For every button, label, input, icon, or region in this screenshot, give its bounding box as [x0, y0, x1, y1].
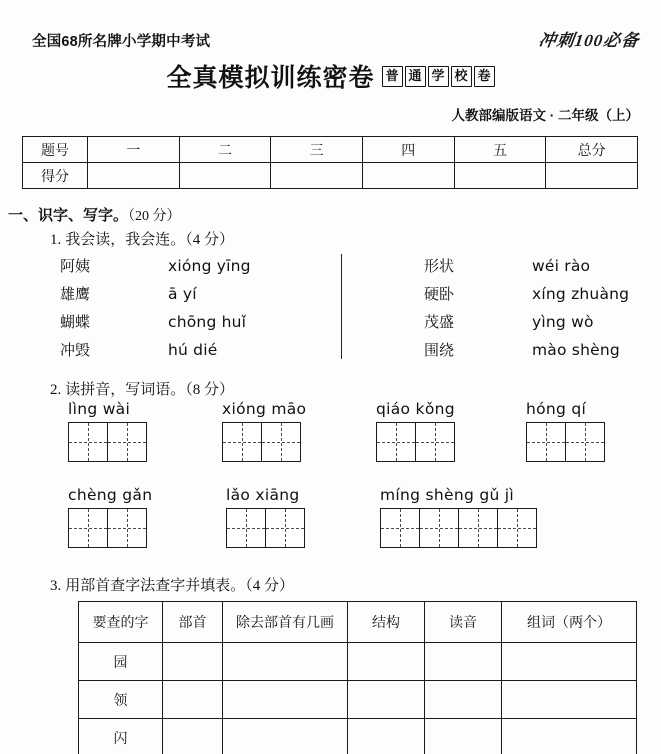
score-blank-3[interactable] [271, 163, 363, 189]
tianzige-cell[interactable] [107, 422, 147, 462]
lookup-char-3: 闪 [79, 719, 163, 754]
score-blank-1[interactable] [88, 163, 180, 189]
score-table-row-header [23, 137, 638, 163]
tianzige-cell[interactable] [380, 508, 420, 548]
title-row [0, 58, 661, 94]
question-3-number: 3. [50, 578, 62, 594]
tianzige-cell[interactable] [261, 422, 301, 462]
lookup-header-structure: 结构 [348, 602, 425, 643]
matching-pair-right-4[interactable] [424, 336, 629, 364]
score-col-4: 四 [362, 137, 454, 163]
tianzige-cell[interactable] [565, 422, 605, 462]
boxed-char-2: 通 [405, 66, 426, 87]
lookup-blank-structure-1[interactable] [348, 643, 425, 681]
pinyin-label-7: míng shèng gǔ jì [380, 486, 515, 504]
match-word-left-3[interactable]: 蝴蝶 [60, 315, 91, 331]
pinyin-label-1: lìng wài [68, 400, 131, 418]
tianzige-cell[interactable] [226, 508, 266, 548]
lookup-header-radical: 部首 [163, 602, 223, 643]
tianzige-boxes-3[interactable] [376, 422, 455, 462]
pinyin-label-5: chèng gǎn [68, 486, 153, 504]
tianzige-boxes-5[interactable] [68, 508, 152, 548]
score-table [22, 136, 638, 189]
section-1-heading [8, 204, 181, 225]
matching-pair-right-2[interactable] [424, 280, 629, 308]
question-2-heading [50, 378, 234, 399]
table-row [79, 681, 637, 719]
lookup-header-row [79, 602, 637, 643]
lookup-header-pronunciation: 读音 [425, 602, 502, 643]
tianzige-cell[interactable] [526, 422, 566, 462]
score-row-label-score: 得分 [23, 163, 88, 189]
tianzige-cell[interactable] [68, 508, 108, 548]
match-pinyin-right-1[interactable]: wéi rào [532, 257, 591, 275]
tianzige-boxes-7[interactable] [380, 508, 537, 548]
score-col-total: 总分 [546, 137, 638, 163]
match-pinyin-left-3[interactable]: chōng huǐ [168, 313, 247, 331]
matching-pair-left-3[interactable] [60, 308, 251, 336]
matching-pair-right-3[interactable] [424, 308, 629, 336]
boxed-char-3: 学 [428, 66, 449, 87]
exam-series-title: 全国68所名牌小学期中考试 [32, 34, 211, 50]
tianzige-cell[interactable] [68, 422, 108, 462]
score-col-2: 二 [179, 137, 271, 163]
match-pinyin-right-4[interactable]: mào shèng [532, 341, 620, 359]
pinyin-grid-group-5 [68, 486, 152, 548]
lookup-blank-radical-3[interactable] [163, 719, 223, 754]
lookup-header-strokes: 除去部首有几画 [223, 602, 348, 643]
boxed-char-4: 校 [451, 66, 472, 87]
matching-divider [341, 254, 342, 359]
lookup-blank-radical-1[interactable] [163, 643, 223, 681]
score-blank-5[interactable] [454, 163, 546, 189]
lookup-blank-pronunciation-1[interactable] [425, 643, 502, 681]
question-1-points: （4 分） [185, 232, 235, 248]
pinyin-label-6: lǎo xiāng [226, 486, 300, 504]
score-col-5: 五 [454, 137, 546, 163]
matching-right-column[interactable] [424, 252, 629, 364]
question-1-text: 我会读，我会连。 [65, 232, 186, 248]
score-table-row-score [23, 163, 638, 189]
matching-pair-left-2[interactable] [60, 280, 251, 308]
tianzige-cell[interactable] [458, 508, 498, 548]
pinyin-label-2: xióng māo [222, 400, 307, 418]
score-blank-2[interactable] [179, 163, 271, 189]
pinyin-grid-group-1 [68, 400, 147, 462]
lookup-blank-pronunciation-2[interactable] [425, 681, 502, 719]
boxed-chars-group [382, 66, 495, 87]
match-word-right-4[interactable]: 围绕 [424, 343, 455, 359]
radical-lookup-table [78, 601, 637, 754]
pinyin-grid-group-4 [526, 400, 605, 462]
pinyin-grid-group-2 [222, 400, 306, 462]
lookup-blank-words-1[interactable] [502, 643, 637, 681]
lookup-blank-structure-2[interactable] [348, 681, 425, 719]
table-row [79, 643, 637, 681]
matching-pair-right-1[interactable] [424, 252, 629, 280]
score-blank-4[interactable] [362, 163, 454, 189]
match-word-right-3[interactable]: 茂盛 [424, 315, 455, 331]
match-word-left-2[interactable]: 雄鹰 [60, 287, 91, 303]
lookup-blank-structure-3[interactable] [348, 719, 425, 754]
lookup-blank-radical-2[interactable] [163, 681, 223, 719]
lookup-char-1: 园 [79, 643, 163, 681]
lookup-blank-pronunciation-3[interactable] [425, 719, 502, 754]
question-1-heading [50, 228, 234, 249]
question-2-number: 2. [50, 382, 62, 398]
lookup-char-2: 领 [79, 681, 163, 719]
match-word-left-1[interactable]: 阿姨 [60, 259, 91, 275]
tianzige-boxes-6[interactable] [226, 508, 305, 548]
question-2-text: 读拼音，写词语。 [65, 382, 186, 398]
score-blank-total[interactable] [546, 163, 638, 189]
page-title: 全真模拟训练密卷 [166, 64, 375, 92]
tianzige-cell[interactable] [415, 422, 455, 462]
match-pinyin-right-3[interactable]: yìng wò [532, 313, 594, 331]
subject-grade-label: 人教部编版语文 · 二年级（上） [451, 108, 639, 123]
promo-badge: 冲刺100必备 [536, 31, 641, 50]
lookup-blank-words-2[interactable] [502, 681, 637, 719]
match-pinyin-left-4[interactable]: hú dié [168, 341, 218, 359]
match-pinyin-left-1[interactable]: xióng yīng [168, 257, 251, 275]
match-pinyin-left-2[interactable]: ā yí [168, 285, 197, 303]
lookup-blank-words-3[interactable] [502, 719, 637, 754]
lookup-blank-strokes-1[interactable] [223, 643, 348, 681]
matching-pair-left-1[interactable] [60, 252, 251, 280]
tianzige-cell[interactable] [265, 508, 305, 548]
pinyin-label-3: qiáo kǒng [376, 400, 455, 418]
lookup-header-char: 要查的字 [79, 602, 163, 643]
question-2-points: （8 分） [185, 382, 235, 398]
tianzige-cell[interactable] [222, 422, 262, 462]
matching-exercise [0, 252, 661, 364]
question-3-heading [50, 574, 294, 595]
question-1-number: 1. [50, 232, 62, 248]
matching-left-column[interactable] [60, 252, 251, 364]
lookup-header-words: 组词（两个） [502, 602, 637, 643]
matching-pair-left-4[interactable] [60, 336, 251, 364]
pinyin-grid-group-7 [380, 486, 537, 548]
boxed-char-1: 普 [382, 66, 403, 87]
match-word-right-1[interactable]: 形状 [424, 259, 455, 275]
tianzige-boxes-1[interactable] [68, 422, 147, 462]
pinyin-grid-group-3 [376, 400, 455, 462]
tianzige-cell[interactable] [376, 422, 416, 462]
tianzige-boxes-2[interactable] [222, 422, 306, 462]
section-1-title: 一、识字、写字。 [8, 207, 129, 224]
pinyin-grid-group-6 [226, 486, 305, 548]
pinyin-label-4: hóng qí [526, 400, 587, 418]
tianzige-cell[interactable] [107, 508, 147, 548]
question-3-points: （4 分） [245, 578, 295, 594]
lookup-blank-strokes-3[interactable] [223, 719, 348, 754]
match-pinyin-right-2[interactable]: xíng zhuàng [532, 285, 630, 303]
section-1-points: （20 分） [128, 209, 181, 224]
tianzige-cell[interactable] [419, 508, 459, 548]
score-col-3: 三 [271, 137, 363, 163]
score-col-1: 一 [88, 137, 180, 163]
tianzige-boxes-4[interactable] [526, 422, 605, 462]
score-row-label-question: 题号 [23, 137, 88, 163]
lookup-blank-strokes-2[interactable] [223, 681, 348, 719]
match-word-left-4[interactable]: 冲毁 [60, 343, 91, 359]
boxed-char-5: 卷 [474, 66, 495, 87]
match-word-right-2[interactable]: 硬卧 [424, 287, 455, 303]
question-3-text: 用部首查字法查字并填表。 [65, 578, 246, 594]
tianzige-cell[interactable] [497, 508, 537, 548]
table-row [79, 719, 637, 754]
